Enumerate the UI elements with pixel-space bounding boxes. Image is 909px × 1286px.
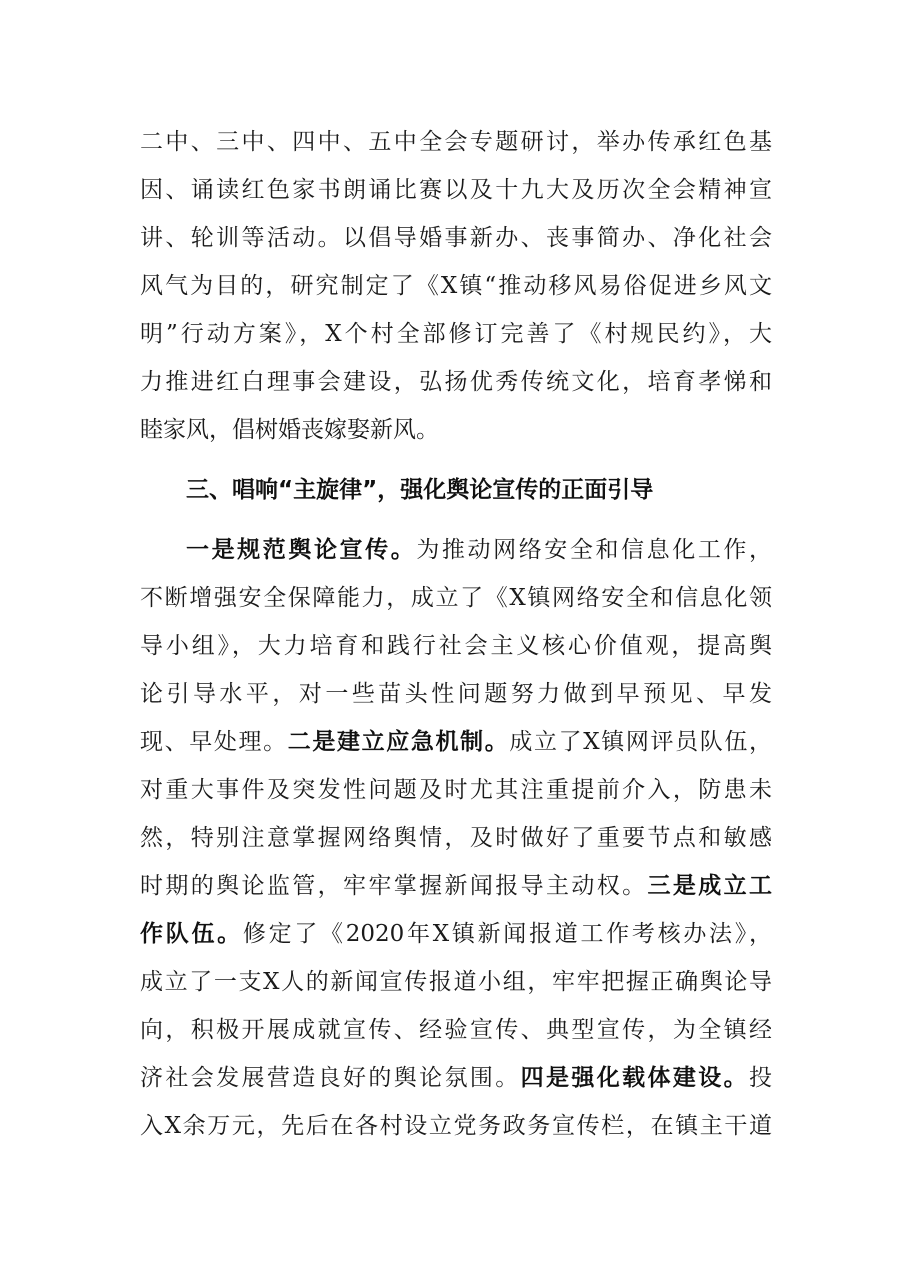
- text-run: 投: [749, 1065, 772, 1091]
- text-line: 睦家风，倡树婚丧嫁娶新风。: [140, 417, 439, 443]
- text-line: [140, 1054, 772, 1102]
- text-run: 为推动网络安全和信息化工作，: [416, 537, 773, 563]
- text-line: 论引导水平，对一些苗头性问题努力做到早预见、早发: [140, 681, 772, 707]
- bold-lead-4: 四是强化载体建设。: [520, 1065, 749, 1091]
- text-line: [186, 526, 772, 574]
- text-line: [140, 910, 772, 958]
- text-line: 风气为目的，研究制定了《X镇“推动移风易俗促进乡风文: [140, 273, 772, 299]
- text-line: 不断增强安全保障能力，成立了《X镇网络安全和信息化领: [140, 585, 772, 611]
- text-line: 明”行动方案》，X个村全部修订完善了《村规民约》，大: [140, 321, 772, 347]
- bold-lead-1: 一是规范舆论宣传。: [186, 537, 417, 563]
- text-run: 修定了《2020年X镇新闻报道工作考核办法》，: [242, 921, 772, 947]
- text-line: [140, 718, 772, 766]
- text-line: 向，积极开展成就宣传、经验宣传、典型宣传，为全镇经: [140, 1017, 772, 1043]
- bold-lead-3-cont: 作队伍。: [140, 921, 243, 947]
- text-run: 时期的舆论监管，牢牢掌握新闻报导主动权。: [140, 873, 648, 899]
- text-line: 对重大事件及突发性问题及时尤其注重提前介入，防患未: [140, 777, 772, 803]
- text-run: 成立了X镇网评员队伍，: [509, 729, 772, 755]
- bold-lead-2: 二是建立应急机制。: [287, 729, 510, 755]
- text-line: 然，特别注意掌握网络舆情，及时做好了重要节点和敏感: [140, 825, 772, 851]
- text-line: 导小组》，大力培育和践行社会主义核心价值观，提高舆: [140, 633, 772, 659]
- section-heading: 三、唱响“主旋律”，强化舆论宣传的正面引导: [186, 477, 654, 503]
- text-line: [140, 862, 772, 910]
- bold-lead-3: 三是成立工: [647, 873, 772, 899]
- text-run: 济社会发展营造良好的舆论氛围。: [140, 1065, 521, 1091]
- text-line: 力推进红白理事会建设，弘扬优秀传统文化，培育孝悌和: [140, 369, 772, 395]
- text-line: 讲、轮训等活动。以倡导婚事新办、丧事简办、净化社会: [140, 225, 772, 251]
- text-line: 成立了一支X人的新闻宣传报道小组，牢牢把握正确舆论导: [140, 969, 772, 995]
- text-line: 入X余万元，先后在各村设立党务政务宣传栏，在镇主干道: [140, 1113, 772, 1139]
- text-line: 因、诵读红色家书朗诵比赛以及十九大及历次全会精神宣: [140, 177, 772, 203]
- text-run: 现、早处理。: [140, 729, 288, 755]
- text-line: 二中、三中、四中、五中全会专题研讨，举办传承红色基: [140, 129, 772, 155]
